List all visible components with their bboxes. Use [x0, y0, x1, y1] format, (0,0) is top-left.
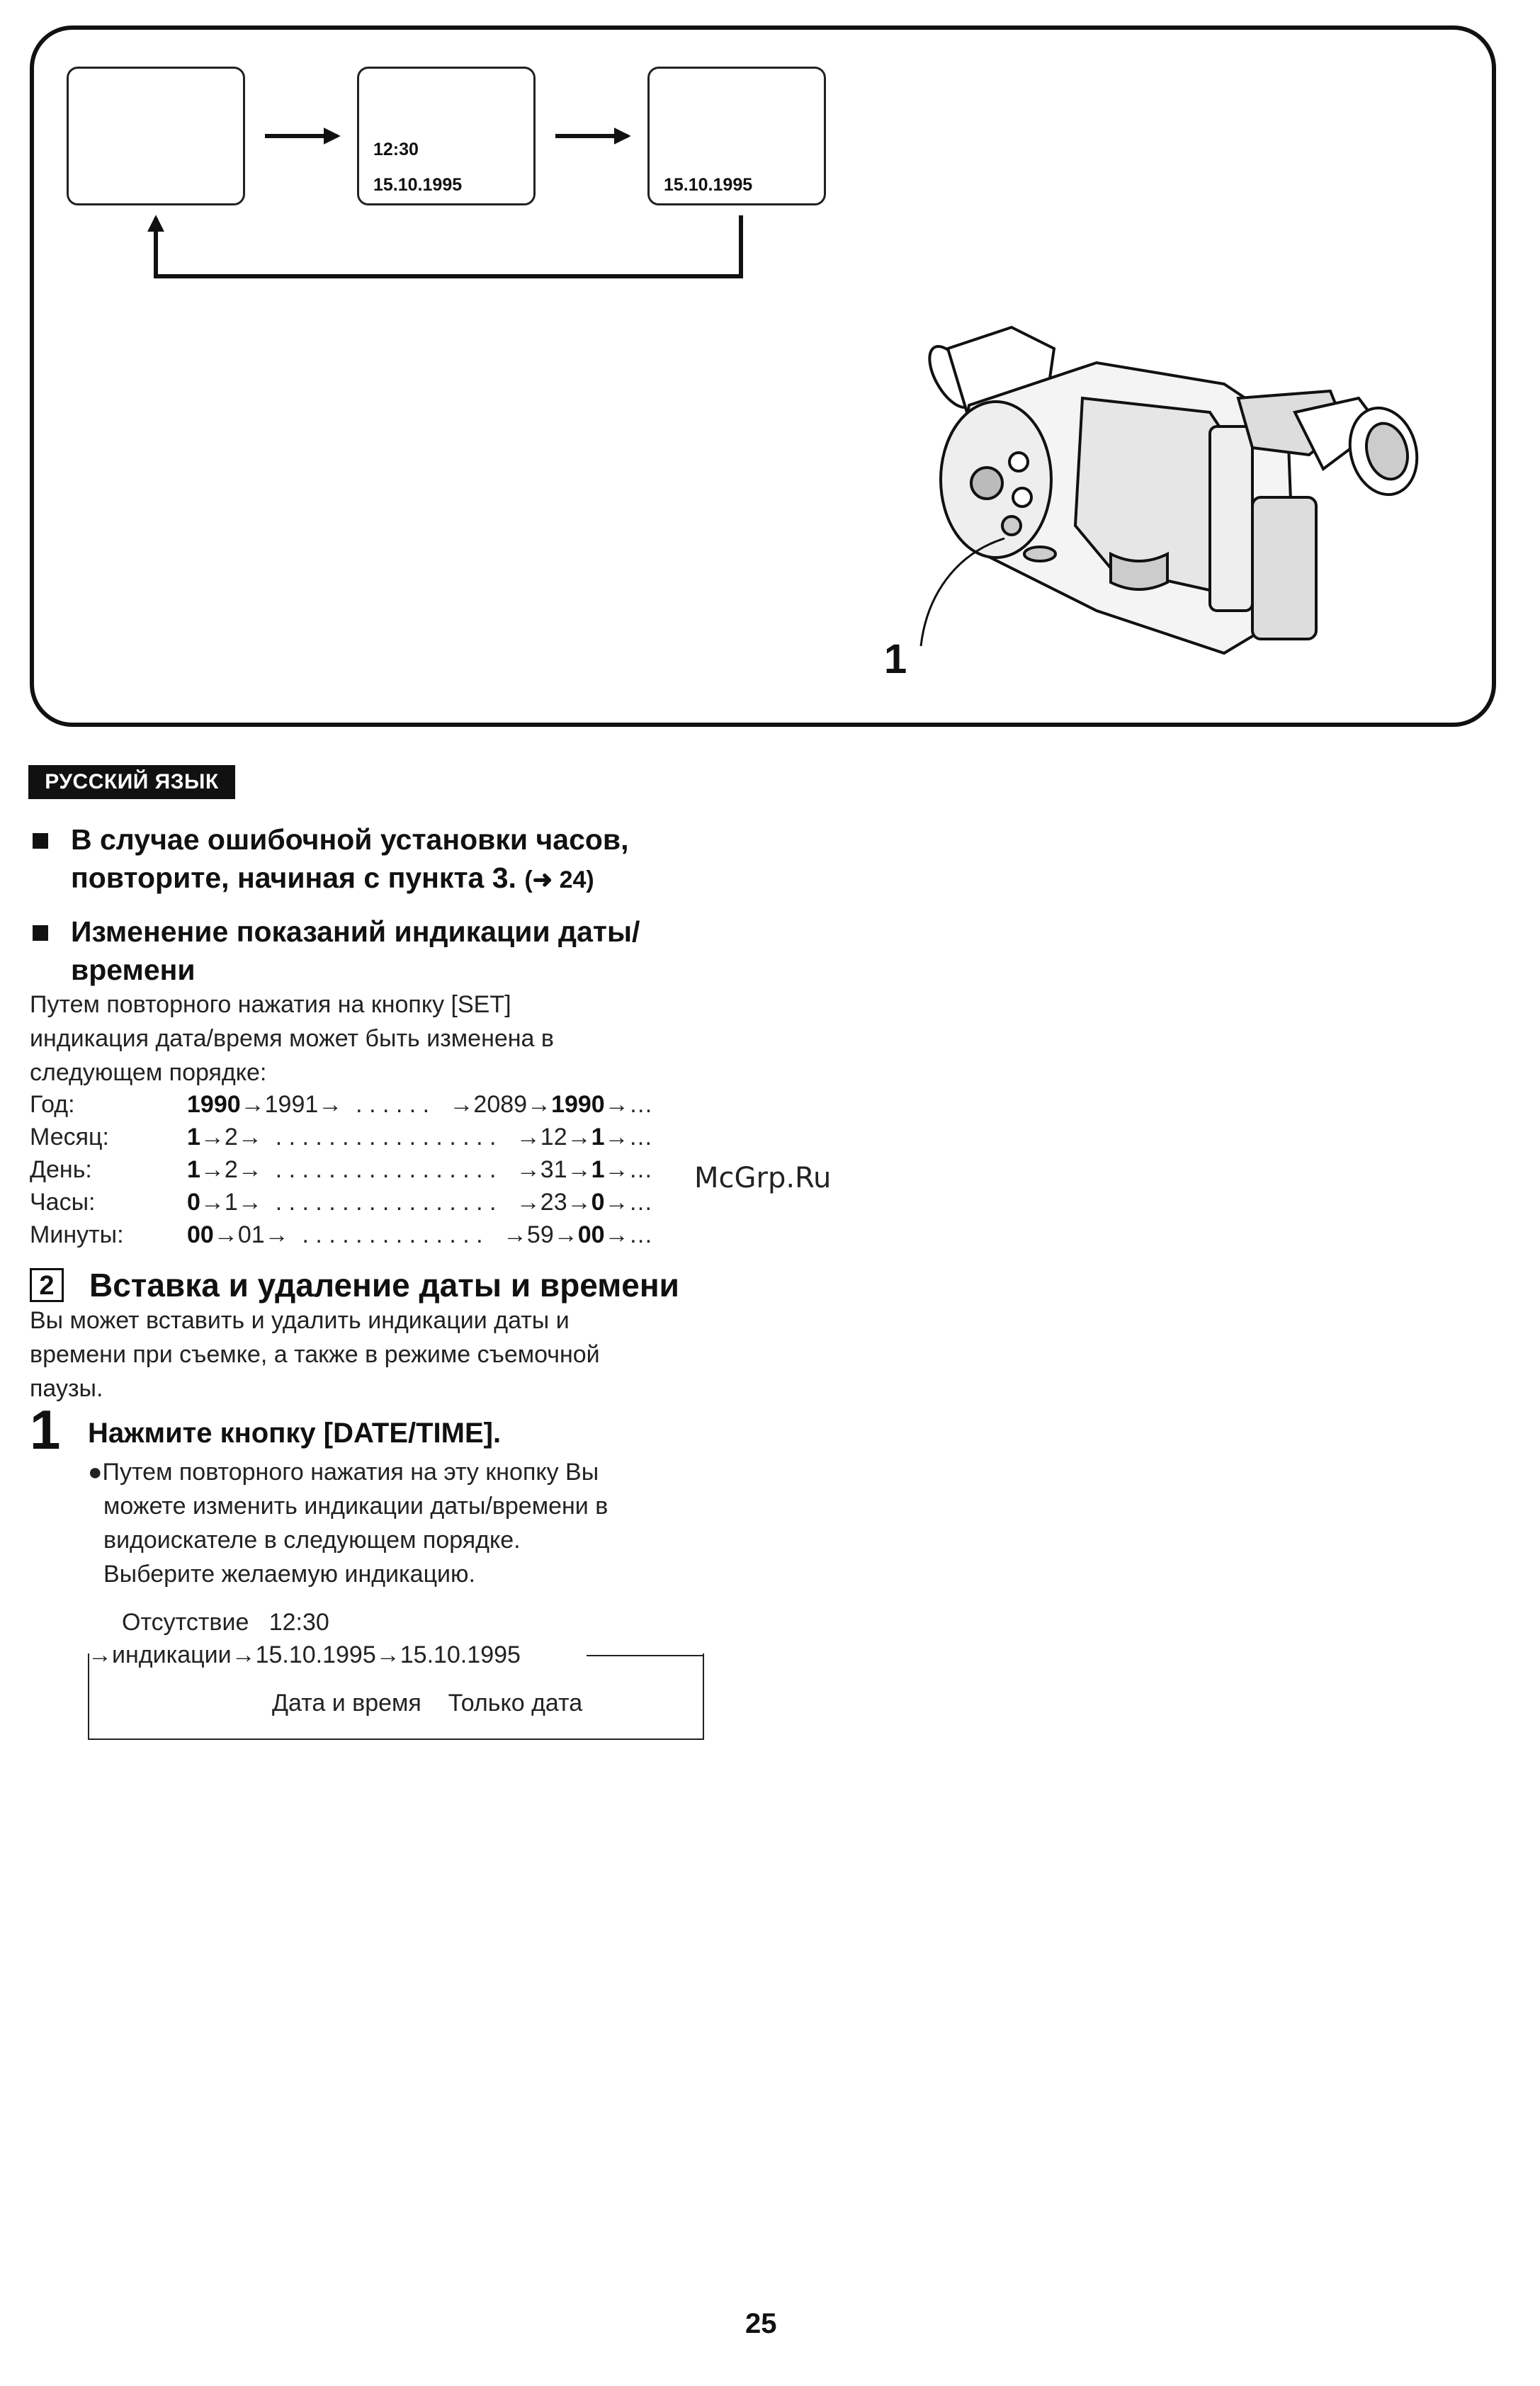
paragraph-line: видоискателе в следующем порядке.: [103, 1527, 521, 1554]
section-description: [30, 1304, 710, 1406]
paragraph-line: Выберите желаемую индикацию.: [103, 1561, 475, 1588]
row-label: Часы:: [30, 1189, 96, 1216]
camcorder-illustration: [921, 327, 1427, 653]
paragraph-line: Путем повторного нажатия на кнопку [SET]: [30, 991, 511, 1018]
return-arrow-icon: [156, 215, 741, 276]
language-tag: РУССКИЙ ЯЗЫК: [28, 765, 235, 799]
callout-number: 1: [884, 636, 907, 682]
row-label: Месяц:: [30, 1124, 109, 1150]
paragraph-line: времени при съемке, а также в режиме съемочной: [30, 1341, 600, 1368]
bullet-line: времени: [71, 954, 196, 986]
step-title: Нажмите кнопку [DATE/TIME].: [88, 1418, 502, 1449]
sequence-top-labels: Отсутствие 12:30: [122, 1609, 329, 1636]
paragraph-line: индикация дата/время может быть изменена в: [30, 1025, 554, 1052]
step-description: [88, 1455, 711, 1591]
bullet-line: [71, 859, 708, 899]
bullet-heading-wrong-clock: [71, 820, 708, 899]
section-title: Вставка и удаление даты и времени: [89, 1267, 679, 1304]
row-sequence: 1→2→ . . . . . . . . . . . . . . . . . →12→1→…: [187, 1124, 653, 1150]
row-label: День:: [30, 1156, 92, 1183]
paragraph-line: следующем порядке:: [30, 1059, 267, 1086]
bullet-line: Изменение показаний индикации даты/: [71, 915, 640, 948]
square-bullet-icon: [33, 833, 48, 849]
row-sequence: 00→01→ . . . . . . . . . . . . . . →59→00→…: [187, 1221, 653, 1248]
illustration-frame: [30, 26, 1496, 727]
intro-paragraph: [30, 988, 710, 1090]
page-reference: (➜ 24): [524, 866, 594, 893]
screen-time-text: 12:30: [373, 140, 419, 159]
square-bullet-icon: [33, 925, 48, 941]
screen-date-only-text: 15.10.1995: [664, 175, 753, 195]
row-sequence: 0→1→ . . . . . . . . . . . . . . . . . →23→0→…: [187, 1189, 653, 1216]
screen-date-text: 15.10.1995: [373, 175, 463, 195]
row-label: Минуты:: [30, 1221, 124, 1248]
order-row-month: [30, 1121, 717, 1153]
paragraph-line: паузы.: [30, 1375, 103, 1402]
watermark: McGrp.Ru: [694, 1162, 832, 1194]
order-row-minutes: [30, 1219, 717, 1251]
figure-arrows: [34, 30, 1493, 724]
row-sequence: 1990→1991→ . . . . . . →2089→1990→…: [187, 1091, 653, 1118]
order-row-year: [30, 1088, 717, 1121]
bullet-heading-change-display: [71, 912, 708, 989]
order-row-day: [30, 1153, 717, 1186]
section-number-box: 2: [30, 1268, 64, 1302]
bullet-line-text: повторите, начиная с пункта 3.: [71, 861, 516, 894]
bullet-line: В случае ошибочной установки часов,: [71, 823, 629, 856]
sequence-bottom-labels: Дата и время Только дата: [272, 1690, 583, 1717]
row-label: Год:: [30, 1091, 75, 1118]
step-number: 1: [30, 1398, 61, 1461]
paragraph-line: Вы может вставить и удалить индикации даты и: [30, 1307, 570, 1334]
paragraph-line: можете изменить индикации даты/времени в: [103, 1493, 608, 1520]
row-sequence: 1→2→ . . . . . . . . . . . . . . . . . →31→1→…: [187, 1156, 653, 1183]
paragraph-line: ●Путем повторного нажатия на эту кнопку Вы: [88, 1459, 599, 1486]
order-row-hours: [30, 1186, 717, 1219]
sequence-main-line: →индикации→15.10.1995→15.10.1995: [88, 1641, 521, 1668]
page-number: 25: [745, 2308, 777, 2339]
